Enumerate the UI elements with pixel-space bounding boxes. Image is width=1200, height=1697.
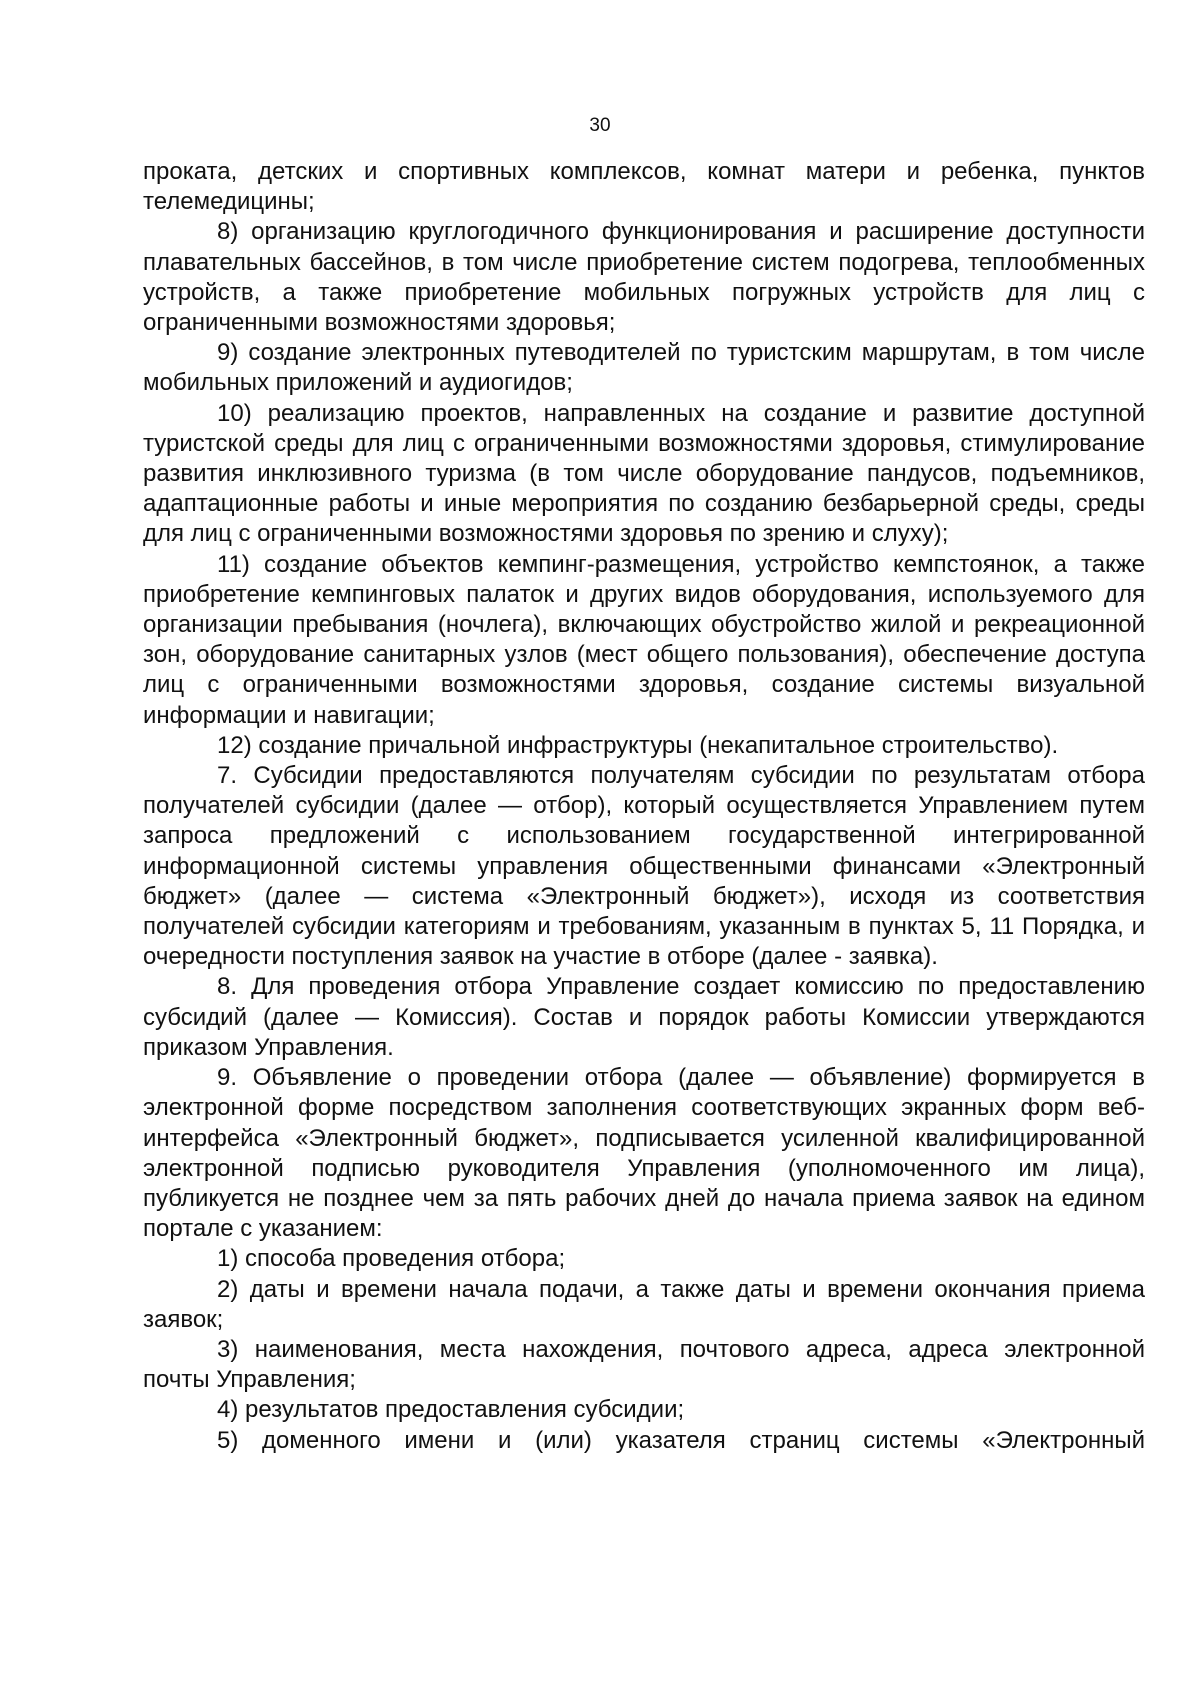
paragraph-clause-8: 8. Для проведения отбора Управление создает комиссию по предоставлению субсидий (далее — Комиссия). Состав и порядок работы Комиссии утверждаются приказом Управления. [143,973,1145,1061]
paragraph-subitem-4: 4) результатов предоставления субсидии; [217,1396,685,1424]
paragraph-subitem-2: 2) даты и времени начала подачи, а также даты и времени окончания приема заявок; [143,1275,1145,1333]
paragraph-item-10: 10) реализацию проектов, направленных на создание и развитие доступной туристской среды для лиц с ограниченными возможностями здоровья, стимулирование развития инклюзивного туризма (в том числе оборудование пандусов, подъемников, адаптационные работы и иные мероприятия по созданию безбарьерной среды, среды для лиц с ограниченными возможностями здоровья по зрению и слуху); [143,399,1145,548]
paragraph-clause-9: 9. Объявление о проведении отбора (далее — объявление) формируется в электронной форме посредством заполнения соответствующих экранных форм веб-интерфейса «Электронный бюджет», подписывается усиленной квалифицированной электронной подписью руководителя Управления (уполномоченного им лица), публикуется не позднее чем за пять рабочих дней до начала приема заявок на едином портале с указанием: [143,1064,1145,1243]
paragraph-item-12: 12) создание причальной инфраструктуры (некапитальное строительство). [217,731,1059,759]
paragraph-subitem-5: 5) доменного имени и (или) указателя страниц системы «Электронный [217,1426,1145,1454]
paragraph-subitem-3: 3) наименования, места нахождения, почтового адреса, адреса электронной почты Управления; [143,1335,1145,1394]
paragraph-item-9: 9) создание электронных путеводителей по туристским маршрутам, в том числе мобильных приложений и аудиогидов; [143,339,1145,397]
document-body [143,157,1145,1456]
paragraph-item-8: 8) организацию круглогодичного функционирования и расширение доступности плавательных бассейнов, в том числе приобретение систем подогрева, теплообменных устройств, а также приобретение мобильных погружных устройств для лиц с ограниченными возможностями здоровья; [143,218,1145,337]
paragraph-continuation: проката, детских и спортивных комплексов, комнат матери и ребенка, пунктов телемедицины; [143,158,1145,216]
paragraph-clause-7: 7. Субсидии предоставляются получателям субсидии по результатам отбора получателей субсидии (далее — отбор), который осуществляется Управлением путем запроса предложений с использованием государственной интегрированной информационной системы управления общественными финансами «Электронный бюджет» (далее — система «Электронный бюджет»), исходя из соответствия получателей субсидии категориям и требованиям, указанным в пунктах 5, 11 Порядка, и очередности поступления заявок на участие в отборе (далее - заявка). [143,762,1145,971]
paragraph-item-11: 11) создание объектов кемпинг-размещения, устройство кемпстоянок, а также приобретение кемпинговых палаток и других видов оборудования, используемого для организации пребывания (ночлега), включающих обустройство жилой и рекреационной зон, оборудование санитарных узлов (мест общего пользования), обеспечение доступа лиц с ограниченными возможностями здоровья, создание системы визуальной информации и навигации; [143,550,1145,729]
page-number: 30 [589,115,611,136]
paragraph-subitem-1: 1) способа проведения отбора; [217,1245,566,1273]
